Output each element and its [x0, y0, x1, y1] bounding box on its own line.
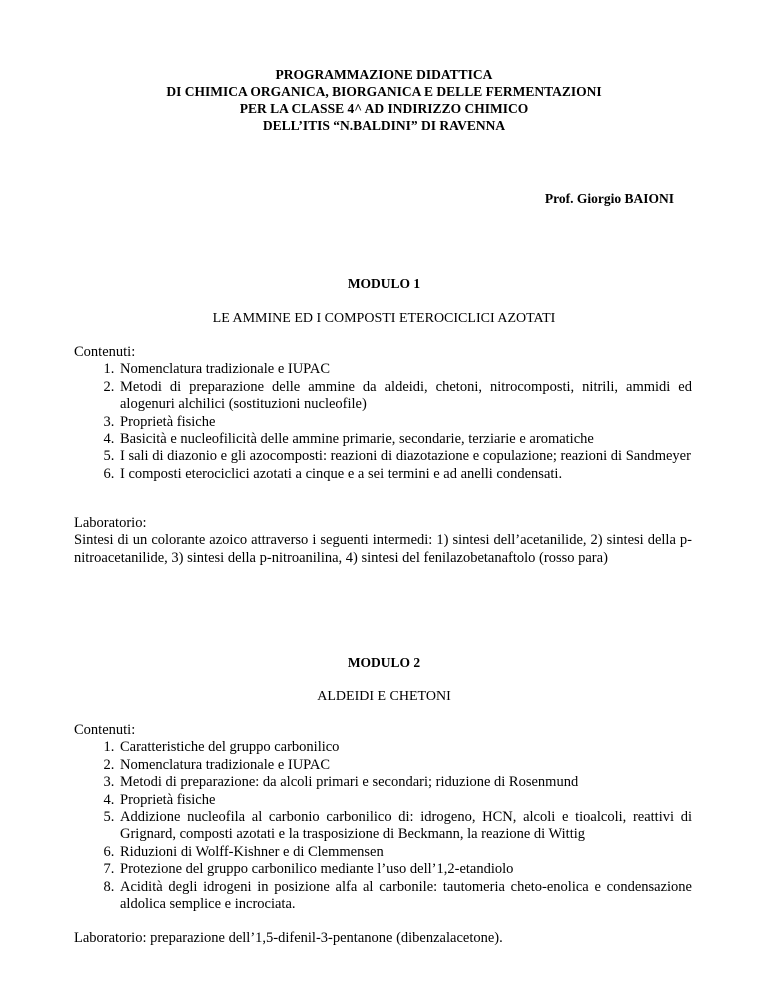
module-2-laboratory	[74, 930, 692, 947]
list-item: 5. Addizione nucleofila al carbonio carbonilico di: idrogeno, HCN, alcoli e tioalcoli, reattivi di Grignard, composti azotati e la trasposizione di Beckmann, la reazione di Wittig	[118, 809, 692, 844]
list-item: 2. Metodi di preparazione delle ammine da aldeidi, chetoni, nitrocomposti, nitrili, ammidi ed alogenuri alchilici (sostituzioni nucleofile)	[118, 379, 692, 414]
module-2-heading: MODULO 2	[347, 655, 421, 670]
author-name: Prof. Giorgio BAIONI	[544, 191, 674, 206]
list-item: 3. Metodi di preparazione: da alcoli primari e secondari; riduzione di Rosenmund	[118, 774, 692, 791]
module-1-lab-text: Sintesi di un colorante azoico attraverso i seguenti intermedi: 1) sintesi dell’acetanilide, 2) sintesi della p-nitroacetanilide, 3) sintesi della p-nitroanilina, 4) sintesi del fenilazobetanaftolo (rosso para)	[74, 532, 692, 566]
module-1-subtitle: LE AMMINE ED I COMPOSTI ETEROCICLICI AZOTATI	[212, 311, 556, 326]
module-2-subtitle: ALDEIDI E CHETONI	[317, 689, 451, 704]
module-2-lab-text: Laboratorio: preparazione dell’1,5-difenil-3-pentanone (dibenzalacetone).	[74, 930, 503, 946]
list-item: 4. Proprietà fisiche	[118, 792, 692, 809]
title-line-3: PER LA CLASSE 4^ AD INDIRIZZO CHIMICO	[239, 101, 529, 116]
list-item: 1. Nomenclatura tradizionale e IUPAC	[118, 361, 692, 378]
module-1-contents-label: Contenuti:	[74, 344, 136, 360]
module-1-laboratory	[74, 515, 692, 567]
module-1-lab-label: Laboratorio:	[74, 515, 147, 531]
list-item: 3. Proprietà fisiche	[118, 414, 692, 431]
list-item: 1. Caratteristiche del gruppo carbonilico	[118, 739, 692, 756]
list-item: 6. I composti eterociclici azotati a cinque e a sei termini e ad anelli condensati.	[118, 466, 692, 483]
module-1-heading: MODULO 1	[347, 276, 421, 291]
title-line-2: DI CHIMICA ORGANICA, BIORGANICA E DELLE FERMENTAZIONI	[166, 84, 602, 99]
title-line-4: DELL’ITIS “N.BALDINI” DI RAVENNA	[262, 118, 506, 133]
list-item: 2. Nomenclatura tradizionale e IUPAC	[118, 757, 692, 774]
list-item: 5. I sali di diazonio e gli azocomposti: reazioni di diazotazione e copulazione; reazioni di Sandmeyer	[118, 448, 692, 465]
document-title	[0, 66, 768, 134]
list-item: 4. Basicità e nucleofilicità delle ammine primarie, secondarie, terziarie e aromatiche	[118, 431, 692, 448]
list-item: 6. Riduzioni di Wolff-Kishner e di Clemmensen	[118, 844, 692, 861]
title-line-1: PROGRAMMAZIONE DIDATTICA	[275, 67, 493, 82]
module-2-contents	[74, 722, 692, 913]
list-item: 7. Protezione del gruppo carbonilico mediante l’uso dell’1,2-etandiolo	[118, 861, 692, 878]
list-item: 8. Acidità degli idrogeni in posizione alfa al carbonile: tautomeria cheto-enolica e condensazione aldolica semplice e incrociata.	[118, 879, 692, 914]
module-2-contents-label: Contenuti:	[74, 722, 136, 738]
module-1-contents-list	[74, 361, 692, 483]
module-1-contents	[74, 344, 692, 483]
module-2-contents-list	[74, 739, 692, 913]
